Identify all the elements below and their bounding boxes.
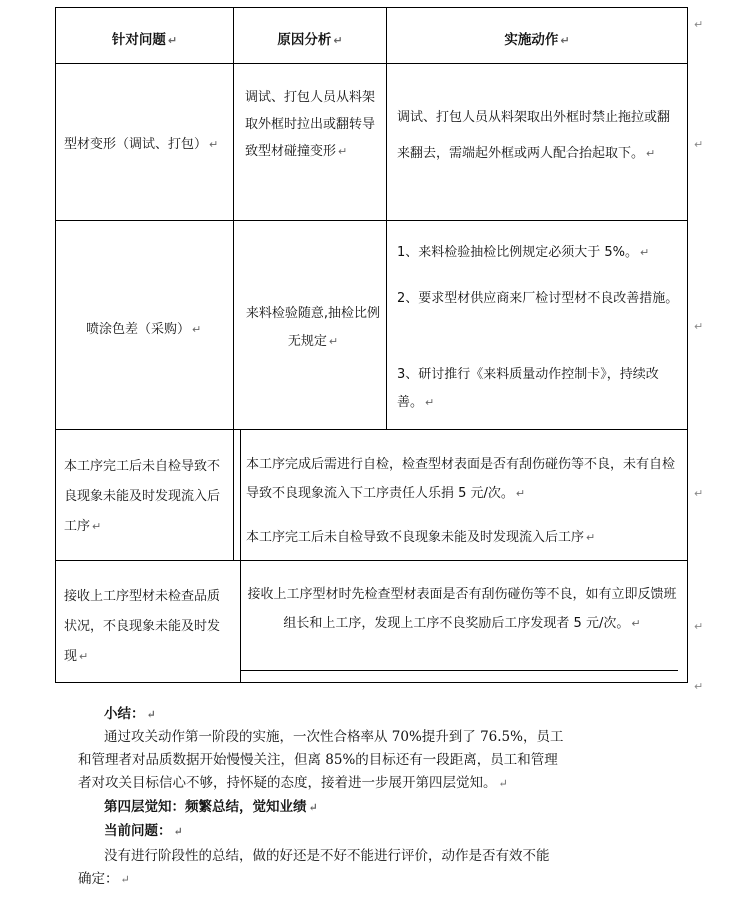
row-end-mark: ↵: [694, 320, 704, 333]
header-action: 实施动作 ↵: [504, 32, 570, 48]
row-end-mark: ↵: [694, 680, 704, 693]
table-rule: [386, 7, 387, 430]
row2-action-1: 1、来料检验抽检比例规定必须大于 5%。 ↵: [397, 245, 650, 260]
row2-action-2: 2、要求型材供应商来厂检讨型材不良改善措施。: [397, 291, 679, 306]
table-rule: [240, 670, 678, 671]
header-cause: 原因分析 ↵: [277, 32, 343, 48]
row2-action-3: 3、研讨推行《来料质量动作控制卡》，持续改善。 ↵: [397, 367, 659, 410]
row-end-mark: ↵: [694, 620, 704, 633]
row1-problem: 型材变形（调试、打包） ↵: [64, 137, 219, 152]
layer-title: 第四层觉知：频繁总结，觉知业绩 ↵: [104, 799, 318, 815]
summary-line-2: 和管理者对品质数据开始慢慢关注，但离 85%的目标还有一段距离，员工和管理: [78, 752, 558, 768]
issue-line-2: 确定： ↵: [78, 871, 130, 887]
row-end-mark: ↵: [694, 487, 704, 500]
row3-action-1: 本工序完成后需进行自检，检查型材表面是否有刮伤碰伤等不良，未有自检导致不良现象流入下工序责任人乐捐 5 元/次。 ↵: [246, 457, 676, 501]
table-rule: [55, 63, 688, 64]
table-rule: [233, 7, 234, 561]
table-rule: [55, 220, 688, 221]
row1-action: 调试、打包人员从料架取出外框时禁止拖拉或翻来翻去，需端起外框或两人配合抬起取下。 ↵: [397, 110, 671, 161]
issue-line-1: 没有进行阶段性的总结，做的好还是不好不能进行评价，动作是否有效不能: [104, 848, 550, 864]
row3-action-2: 本工序完工后未自检导致不良现象未能及时发现流入后工序 ↵: [246, 530, 596, 545]
current-issue-label: 当前问题： ↵: [104, 823, 183, 839]
row4-problem: 接收上工序型材未检查品质状况，不良现象未能及时发现 ↵: [64, 589, 221, 664]
row3-problem: 本工序完工后未自检导致不良现象未能及时发现流入后工序 ↵: [64, 459, 221, 534]
row2-problem: 喷涂色差（采购） ↵: [86, 322, 202, 337]
summary-line-1: 通过攻关动作第一阶段的实施，一次性合格率从 70%提升到了 76.5%，员工: [104, 729, 564, 745]
table-rule: [55, 560, 688, 561]
header-problem: 针对问题 ↵: [111, 32, 178, 48]
table-rule: [240, 430, 241, 683]
table-rule: [55, 429, 688, 430]
row4-action: 接收上工序型材时先检查型材表面是否有刮伤碰伤等不良，如有立即反馈班组长和上工序，发现上工序不良奖励后工序发现者 5 元/次。 ↵: [247, 587, 677, 631]
row2-cause: 来料检验随意,抽检比例无规定 ↵: [245, 306, 381, 349]
row-end-mark: ↵: [694, 138, 704, 151]
row1-cause: 调试、打包人员从料架取外框时拉出或翻转导致型材碰撞变形 ↵: [245, 90, 376, 159]
summary-line-3: 者对攻关目标信心不够，持怀疑的态度，接着进一步展开第四层觉知。 ↵: [78, 775, 508, 791]
summary-heading: 小结： ↵: [104, 706, 156, 722]
row-end-mark: ↵: [694, 18, 704, 31]
